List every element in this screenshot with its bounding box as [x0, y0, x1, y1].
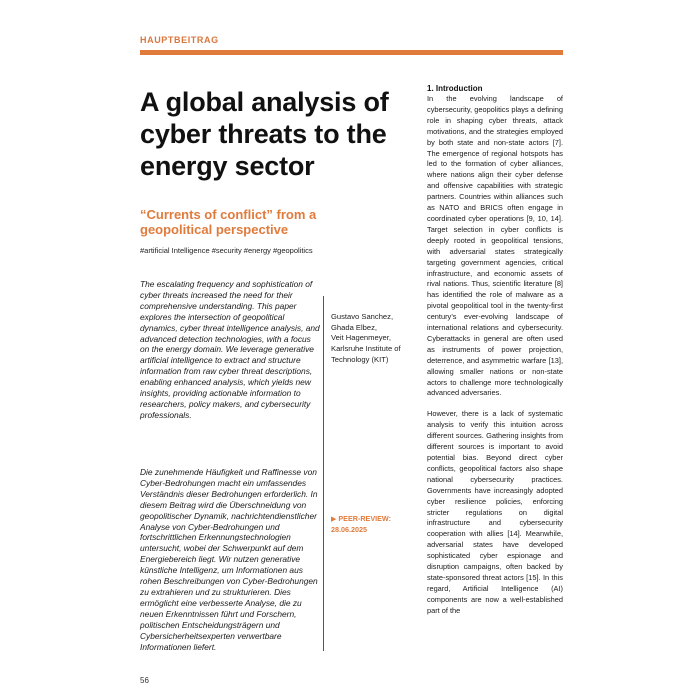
article-title: A global analysis of cyber threats to the energy sector: [140, 87, 389, 181]
author-name: Ghada Elbez,: [331, 322, 378, 332]
author-name: Gustavo Sanchez,: [331, 312, 394, 321]
abstract-english: The escalating frequency and sophistication of cyber threats increased the need for their comprehensive understanding. This paper explores the intersection of geopolitical dynamics, cyber threat intelligence analysis, and advanced detection technologies, with a focus on the energy domain. We leverage generative artificial intelligence to extract and structure information from raw cyber threat descriptions, enabling enhanced analysis, which yields new insights, providing actionable information to researchers, policy makers, and cybersecurity professionals.: [140, 279, 320, 420]
page-number: 56: [140, 676, 149, 685]
abstract-german: Die zunehmende Häufigkeit und Raffinesse von Cyber-Bedrohungen macht ein umfassendes Verständnis dieser Bedrohungen erforderlich. In diesem Beitrag wird die Überschneidung von geopolitischer Dynamik, nachrichtendienstlicher Analyse von Cyber-Bedrohungen und fortschrittlichen Erkennungstechnologien untersucht, wobei der Schwerpunkt auf dem Energiebereich liegt. Wir nutzen generative künstliche Intelligenz, um Informationen aus rohen Beschreibungen von Cyber-Bedrohungen zu extrahieren und zu strukturieren. Dies ermöglicht eine verbesserte Analyse, die zu neuen Erkenntnissen führt und Forschern, politischen Entscheidungsträgern und Cybersicherheitsexperten verwertbare Informationen liefert.: [140, 467, 318, 652]
peer-review-note: [331, 514, 421, 535]
author-affiliation: Karlsruhe Institute of Technology (KIT): [331, 344, 401, 364]
body-column: [427, 83, 563, 617]
article-subtitle: “Currents of conflict” from a geopolitical perspective: [140, 207, 317, 237]
peer-review-date: 28.06.2025: [331, 525, 367, 534]
author-name: Veit Hagenmeyer,: [331, 333, 391, 343]
author-block: [331, 312, 421, 366]
column-divider: [323, 296, 324, 651]
keyword-tags: #artificial Intelligence #security #energy #geopolitics: [140, 246, 313, 255]
peer-review-label: PEER-REVIEW:: [338, 514, 391, 523]
section-accent-bar: [140, 50, 563, 55]
body-paragraph: In the evolving landscape of cybersecurity, geopolitics plays a defining role in shaping cyber threats, attack motivations, and the strategies employed by both state and non-state actors [7]. The emergence of regional hotspots has led to the formation of cyber alliances, where nations align their cyber defense and offensive capabilities with strategic partners. Countries within alliances such as NATO and BRICS often engage in coordinated cyber operations [9, 10, 14]. Target selection in cyber conflicts is deeply rooted in geopolitical tensions, with adversarial states strategically targeting government agencies, critical infrastructure, and economic assets of rival nations. Thus, scientific literature [8] has identified the role of malware as a pivotal geopolitical tool in the twenty-first century’s ever-evolving landscape of international relations and cybersecurity. Cyberattacks in general are often used as instruments of power projection, deterrence, and asymmetric warfare [13], allowing smaller nations or non-state actors to challenge more technologically advanced adversaries.: [427, 94, 563, 398]
section-label: HAUPTBEITRAG: [140, 35, 219, 45]
triangle-right-icon: ▶: [331, 516, 337, 523]
body-paragraph: However, there is a lack of systematic analysis to verify this intuition across different sources. Gathering insights from different sources is important to avoid potential bias. Beyond direct cyber conflicts, geopolitical factors also shape national cybersecurity practices. Governments have increasingly adopted cyber resilience policies, enforcing stricter regulations on digital infrastructure and cybersecurity cooperation with allies [14]. Meanwhile, adversarial states have developed sophisticated cyber espionage and disruption campaigns, often backed by state-sponsored threat actors [15]. In this regard, Artificial Intelligence (AI) components are now a well-established part of the: [427, 409, 563, 615]
section-heading: 1. Introduction: [427, 84, 483, 93]
